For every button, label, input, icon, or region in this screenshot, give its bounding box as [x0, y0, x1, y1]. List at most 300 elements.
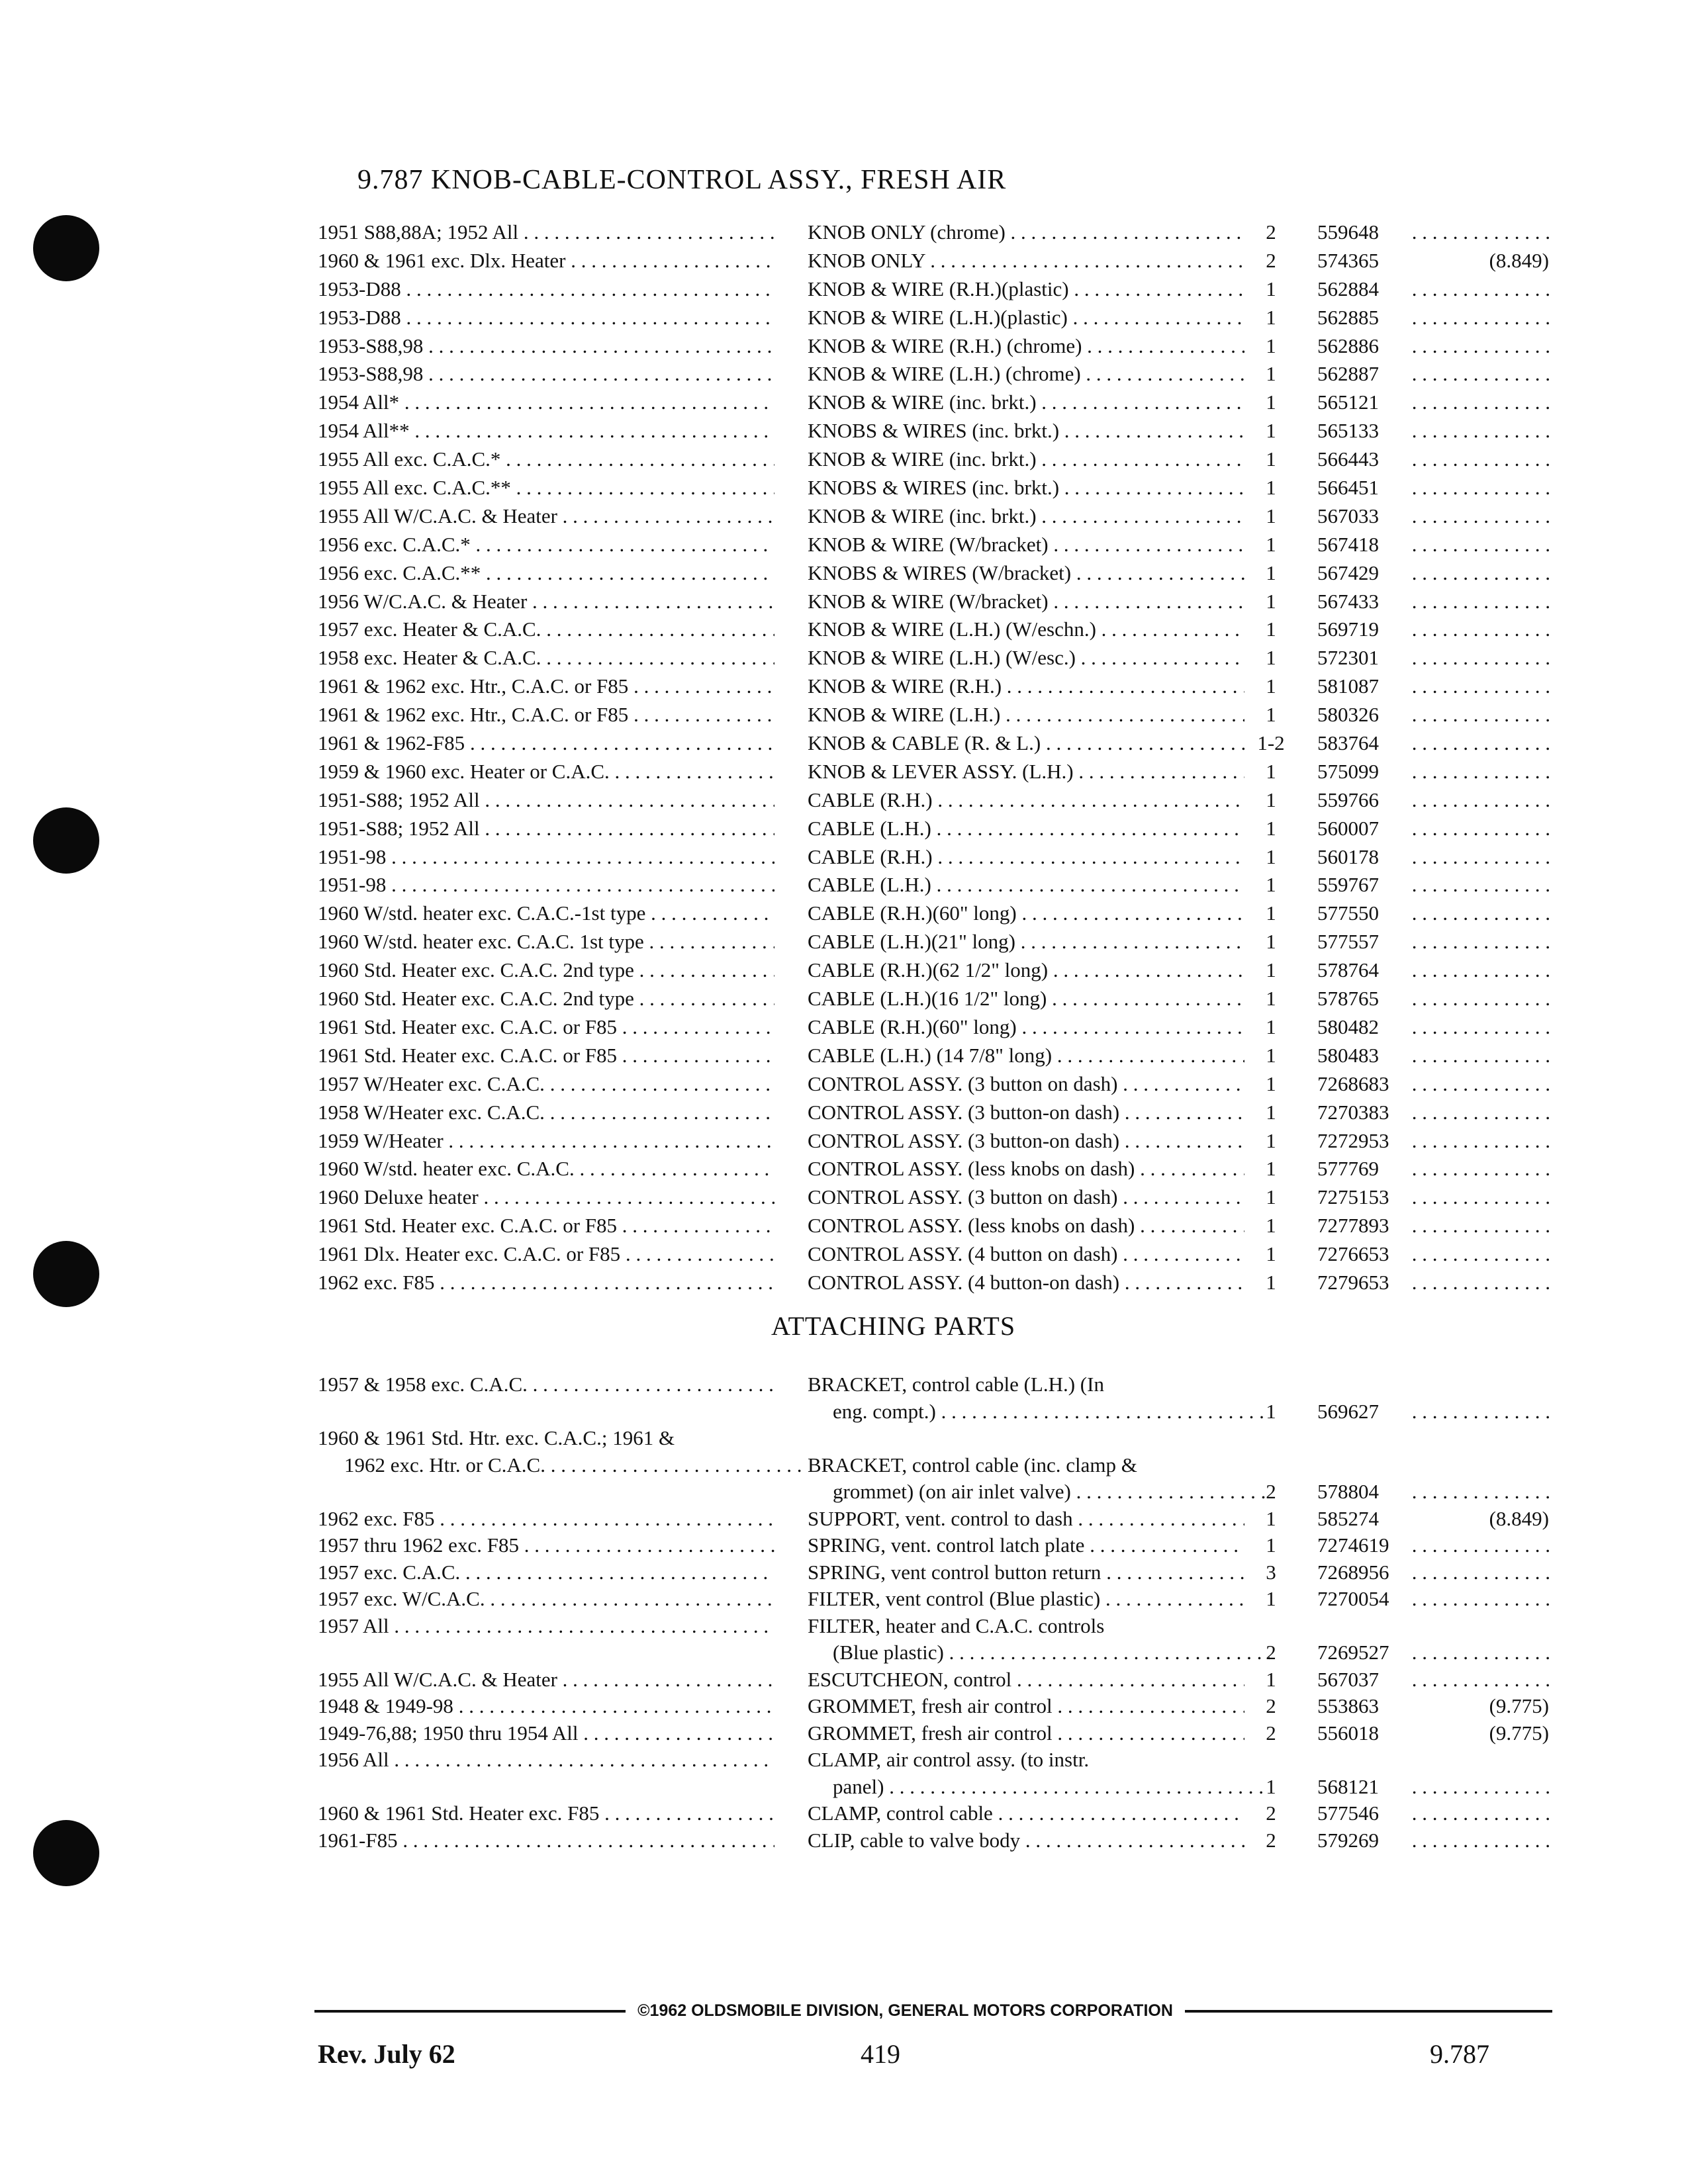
part-row: [318, 1613, 1549, 1640]
quantity-cell: 1: [1266, 873, 1276, 897]
part-number-cell: [1317, 871, 1549, 899]
part-number-cell: [1317, 304, 1549, 332]
part-number: 574365: [1317, 248, 1379, 272]
application-cell: 1957 exc. W/C.A.C. . . .: [318, 1586, 774, 1612]
description-cell: KNOB & WIRE (inc. brkt.) . . .: [808, 502, 1244, 530]
application-cell: 1957 & 1958 exc. C.A.C. . . .: [318, 1371, 774, 1398]
part-number-cell: [1317, 1155, 1549, 1183]
description-cell: KNOBS & WIRES (inc. brkt.) . . .: [808, 474, 1244, 502]
application-cell: 1957 All . . .: [318, 1613, 774, 1639]
description-cell: CONTROL ASSY. (3 button-on dash) . . .: [808, 1127, 1244, 1155]
part-number-cell: [1317, 701, 1549, 729]
description-cell: BRACKET, control cable (inc. clamp &: [808, 1453, 1137, 1477]
part-number-cell: [1317, 1452, 1549, 1479]
part-number-cell: [1317, 247, 1549, 275]
part-row: [318, 1827, 1549, 1854]
description-cell: KNOB & WIRE (R.H.)(plastic) . . .: [808, 275, 1244, 303]
part-number: 559766: [1317, 788, 1379, 811]
part-number-cell: [1317, 1212, 1549, 1240]
application-cell: 1951-S88; 1952 All . . .: [318, 786, 774, 814]
part-row: [318, 1240, 1549, 1269]
description-cell: KNOB & CABLE (R. & L.) . . .: [808, 729, 1244, 757]
application-cell: 1961 Dlx. Heater exc. C.A.C. or F85 . . .: [318, 1240, 774, 1268]
description-cell: KNOB & LEVER ASSY. (L.H.) . . .: [808, 758, 1244, 786]
quantity-cell: 1: [1266, 1533, 1276, 1557]
page-number: 419: [861, 2039, 900, 2069]
part-number-cell: [1317, 1720, 1549, 1747]
part-row: [318, 758, 1549, 786]
part-row: [318, 1099, 1549, 1127]
part-number-cell: [1317, 417, 1549, 445]
part-number-cell: [1317, 1666, 1549, 1693]
quantity-cell: 1: [1266, 1071, 1276, 1095]
quantity-cell: 3: [1266, 1560, 1276, 1584]
application-cell: 1960 W/std. heater exc. C.A.C. . . .: [318, 1155, 774, 1183]
quantity-cell: 1: [1266, 362, 1276, 386]
quantity-cell: 1: [1266, 1242, 1276, 1266]
part-row: [318, 899, 1549, 928]
part-number: 7268683: [1317, 1071, 1389, 1095]
part-number-cell: [1317, 445, 1549, 473]
application-cell: 1958 exc. Heater & C.A.C. . . .: [318, 644, 774, 672]
part-number: 565133: [1317, 419, 1379, 443]
part-number: 565121: [1317, 390, 1379, 414]
part-row: [318, 985, 1549, 1013]
part-number-cell: [1317, 1240, 1549, 1268]
part-number-cell: [1317, 1639, 1549, 1666]
application-cell: 1959 & 1960 exc. Heater or C.A.C. . . .: [318, 758, 774, 786]
part-number-cell: [1317, 1371, 1549, 1398]
quantity-cell: 1: [1266, 277, 1276, 300]
part-number: 7275153: [1317, 1185, 1389, 1209]
description-cell: CLIP, cable to valve body . . .: [808, 1827, 1244, 1854]
description-cell: panel) . . .: [808, 1774, 1270, 1800]
quantity-cell: 1: [1266, 1587, 1276, 1610]
part-number-cell: [1317, 275, 1549, 303]
quantity-cell: 2: [1266, 220, 1276, 244]
quantity-cell: 1: [1266, 901, 1276, 925]
application-cell: 1955 All exc. C.A.C.** . . .: [318, 474, 774, 502]
part-row: [318, 388, 1549, 417]
part-number-cell: [1317, 615, 1549, 643]
application-cell: 1961 & 1962-F85 . . .: [318, 729, 774, 757]
part-row: [318, 1070, 1549, 1099]
part-number: 562887: [1317, 362, 1379, 386]
part-number-cell: [1317, 1747, 1549, 1773]
part-row: [318, 1212, 1549, 1240]
part-row: [318, 1693, 1549, 1720]
part-row: [318, 304, 1549, 332]
part-row: [318, 502, 1549, 531]
part-row: [318, 417, 1549, 445]
description-cell: KNOB & WIRE (R.H.) (chrome) . . .: [808, 332, 1244, 360]
application-cell: 1957 thru 1962 exc. F85 . . .: [318, 1532, 774, 1559]
part-number-cell: [1317, 786, 1549, 814]
part-number-cell: [1317, 332, 1549, 360]
part-number-cell: [1317, 1559, 1549, 1586]
part-number-cell: [1317, 360, 1549, 388]
part-row: [318, 1559, 1549, 1586]
application-cell: 1960 Deluxe heater . . .: [318, 1183, 774, 1211]
quantity-cell: 2: [1266, 1694, 1276, 1717]
part-number: 577557: [1317, 930, 1379, 954]
part-number: 7268956: [1317, 1560, 1389, 1584]
part-number: 7272953: [1317, 1128, 1389, 1152]
footer-rule-left: [314, 2010, 626, 2013]
application-cell: 1957 W/Heater exc. C.A.C. . . .: [318, 1070, 774, 1098]
application-cell: 1962 exc. F85 . . .: [318, 1506, 774, 1532]
quantity-cell: 1: [1266, 816, 1276, 840]
quantity-cell: 1: [1266, 1015, 1276, 1038]
description-cell: CABLE (L.H.) . . .: [808, 871, 1244, 899]
quantity-cell: 2: [1266, 1828, 1276, 1852]
quantity-cell: 1: [1266, 1774, 1276, 1798]
description-cell: KNOB & WIRE (inc. brkt.) . . .: [808, 445, 1244, 473]
description-cell: KNOB ONLY . . .: [808, 247, 1244, 275]
part-row: [318, 588, 1549, 616]
part-number: 579269: [1317, 1828, 1379, 1852]
application-cell: 1956 W/C.A.C. & Heater . . .: [318, 588, 774, 615]
part-number-cell: [1317, 985, 1549, 1013]
part-row: [318, 786, 1549, 815]
quantity-cell: 1: [1266, 646, 1276, 670]
application-cell: 1955 All exc. C.A.C.* . . .: [318, 445, 774, 473]
part-number-cell: [1317, 588, 1549, 615]
part-row: [318, 815, 1549, 843]
part-number: 567037: [1317, 1667, 1379, 1691]
application-cell: 1962 exc. F85 . . .: [318, 1269, 774, 1297]
quantity-cell: 1: [1266, 1214, 1276, 1238]
part-number-cell: [1317, 1013, 1549, 1041]
application-cell: 1955 All W/C.A.C. & Heater . . .: [318, 502, 774, 530]
description-cell: CABLE (R.H.) . . .: [808, 843, 1244, 871]
part-number: 569719: [1317, 617, 1379, 641]
application-cell: 1960 & 1961 exc. Dlx. Heater . . .: [318, 247, 774, 275]
quantity-cell: 1: [1266, 1157, 1276, 1181]
description-cell: KNOB ONLY (chrome) . . .: [808, 218, 1244, 246]
description-cell: KNOB & WIRE (W/bracket) . . .: [808, 588, 1244, 615]
application-cell: 1954 All** . . .: [318, 417, 774, 445]
application-cell: 1962 exc. Htr. or C.A.C. . . .: [318, 1452, 801, 1479]
description-cell: KNOB & WIRE (L.H.) (W/eschn.) . . .: [808, 615, 1244, 643]
description-cell: CONTROL ASSY. (4 button on dash) . . .: [808, 1240, 1244, 1268]
part-row: [318, 843, 1549, 872]
part-number-cell: [1317, 644, 1549, 672]
part-number-cell: [1317, 1070, 1549, 1098]
part-number-cell: [1317, 1269, 1549, 1297]
quantity-cell: 2: [1266, 1721, 1276, 1745]
description-cell: CABLE (L.H.) (14 7/8" long) . . .: [808, 1042, 1244, 1069]
part-number: 553863: [1317, 1694, 1379, 1717]
part-row: [318, 218, 1549, 247]
part-number: 567033: [1317, 504, 1379, 527]
part-number-cell: [1317, 956, 1549, 984]
part-row: [318, 1155, 1549, 1183]
part-number-cell: [1317, 1127, 1549, 1155]
quantity-cell: 1: [1266, 589, 1276, 613]
part-number-cell: [1317, 928, 1549, 956]
part-number-cell: [1317, 1425, 1549, 1451]
description-cell: CABLE (L.H.)(21" long) . . .: [808, 928, 1244, 956]
part-number-cell: [1317, 1099, 1549, 1126]
part-row: [318, 672, 1549, 701]
quantity-cell: 1: [1266, 1506, 1276, 1530]
part-number-cell: [1317, 815, 1549, 842]
description-cell: CABLE (R.H.)(60" long) . . .: [808, 1013, 1244, 1041]
description-cell: KNOB & WIRE (L.H.)(plastic) . . .: [808, 304, 1244, 332]
part-number-cell: [1317, 1586, 1549, 1612]
quantity-cell: 1: [1266, 305, 1276, 329]
description-cell: CONTROL ASSY. (3 button on dash) . . .: [808, 1183, 1244, 1211]
description-cell: (Blue plastic) . . .: [808, 1639, 1270, 1666]
quantity-cell: 1: [1266, 447, 1276, 471]
part-row: [318, 1666, 1549, 1694]
part-number: 7274619: [1317, 1533, 1389, 1557]
part-number-cell: [1317, 502, 1549, 530]
quantity-cell: 1: [1266, 1128, 1276, 1152]
group-reference: (9.775): [1484, 1720, 1549, 1747]
application-cell: 1953-D88 . . .: [318, 275, 774, 303]
part-number: 568121: [1317, 1774, 1379, 1798]
quantity-cell: 1: [1266, 674, 1276, 698]
part-number: 562884: [1317, 277, 1379, 300]
application-cell: 1956 exc. C.A.C.* . . .: [318, 531, 774, 559]
part-number-cell: [1317, 843, 1549, 871]
part-number-cell: [1317, 672, 1549, 700]
application-cell: 1956 All . . .: [318, 1747, 774, 1773]
part-number: 7276653: [1317, 1242, 1389, 1266]
description-cell: BRACKET, control cable (L.H.) (In: [808, 1373, 1104, 1396]
description-cell: CABLE (R.H.)(60" long) . . .: [808, 899, 1244, 927]
quantity-cell: 1: [1266, 1399, 1276, 1423]
part-number: 578764: [1317, 958, 1379, 982]
part-row: [318, 1452, 1549, 1479]
part-row: [318, 1800, 1549, 1827]
part-number-cell: [1317, 1398, 1549, 1425]
part-number: 572301: [1317, 646, 1379, 670]
part-row: [318, 1425, 1549, 1452]
part-number-cell: [1317, 474, 1549, 502]
part-row: [318, 474, 1549, 502]
part-number-cell: [1317, 899, 1549, 927]
footer-rule-right: [1185, 2010, 1552, 2013]
part-number: 7270383: [1317, 1100, 1389, 1124]
part-number: 566451: [1317, 476, 1379, 500]
quantity-cell: 1: [1266, 476, 1276, 500]
application-cell: 1954 All* . . .: [318, 388, 774, 416]
part-row: [318, 360, 1549, 388]
application-cell: 1960 W/std. heater exc. C.A.C. 1st type . . .: [318, 928, 774, 956]
application-cell: 1951 S88,88A; 1952 All . . .: [318, 218, 774, 246]
part-number: 580482: [1317, 1015, 1379, 1038]
description-cell: CLAMP, air control assy. (to instr.: [808, 1748, 1090, 1771]
part-row: [318, 445, 1549, 474]
part-number: 566443: [1317, 447, 1379, 471]
description-cell: KNOBS & WIRES (inc. brkt.) . . .: [808, 417, 1244, 445]
part-row: [318, 615, 1549, 644]
part-row: [318, 928, 1549, 956]
part-row: [318, 1127, 1549, 1156]
quantity-cell: 1: [1266, 504, 1276, 527]
quantity-cell: 1: [1266, 390, 1276, 414]
part-number: 559648: [1317, 220, 1379, 244]
description-cell: SPRING, vent control button return . . .: [808, 1559, 1244, 1586]
part-number: 7279653: [1317, 1270, 1389, 1294]
part-number-cell: [1317, 531, 1549, 559]
part-number: 569627: [1317, 1399, 1379, 1423]
quantity-cell: 1: [1266, 987, 1276, 1011]
quantity-cell: 1: [1266, 844, 1276, 868]
part-number-cell: [1317, 1613, 1549, 1639]
copyright-notice: ©1962 OLDSMOBILE DIVISION, GENERAL MOTORS CORPORATION: [637, 2001, 1173, 2020]
application-cell: 1949-76,88; 1950 thru 1954 All . . .: [318, 1720, 774, 1747]
application-cell: 1960 W/std. heater exc. C.A.C.-1st type . . .: [318, 899, 774, 927]
part-number-cell: [1317, 1800, 1549, 1827]
part-number: 581087: [1317, 674, 1379, 698]
attaching-parts-heading: ATTACHING PARTS: [771, 1311, 1016, 1341]
application-cell: 1960 & 1961 Std. Heater exc. F85 . . .: [318, 1800, 774, 1827]
description-cell: CONTROL ASSY. (less knobs on dash) . . .: [808, 1155, 1244, 1183]
application-cell: 1961 Std. Heater exc. C.A.C. or F85 . . .: [318, 1013, 774, 1041]
description-cell: KNOB & WIRE (W/bracket) . . .: [808, 531, 1244, 559]
description-cell: CLAMP, control cable . . .: [808, 1800, 1244, 1827]
quantity-cell: 2: [1266, 1801, 1276, 1825]
description-cell: KNOB & WIRE (inc. brkt.) . . .: [808, 388, 1244, 416]
part-number-cell: [1317, 218, 1549, 246]
part-row: [318, 1639, 1549, 1666]
part-row: [318, 559, 1549, 588]
part-number-cell: [1317, 388, 1549, 416]
part-row: [318, 275, 1549, 304]
quantity-cell: 1: [1266, 759, 1276, 783]
part-number: 562886: [1317, 334, 1379, 357]
part-row: [318, 332, 1549, 361]
part-row: [318, 1371, 1549, 1398]
description-cell: CABLE (R.H.) . . .: [808, 786, 1244, 814]
part-number: 578765: [1317, 987, 1379, 1011]
application-cell: 1957 exc. C.A.C. . . .: [318, 1559, 774, 1586]
application-cell: 1951-98 . . .: [318, 843, 774, 871]
part-row: [318, 1269, 1549, 1297]
description-cell: FILTER, heater and C.A.C. controls: [808, 1614, 1105, 1637]
application-cell: 1951-S88; 1952 All . . .: [318, 815, 774, 842]
application-cell: 1961-F85 . . .: [318, 1827, 774, 1854]
description-cell: CONTROL ASSY. (4 button-on dash) . . .: [808, 1269, 1244, 1297]
quantity-cell: 1: [1266, 532, 1276, 556]
quantity-cell: 1: [1266, 788, 1276, 811]
quantity-cell: 1: [1266, 1270, 1276, 1294]
description-cell: CONTROL ASSY. (less knobs on dash) . . .: [808, 1212, 1244, 1240]
part-number: 577546: [1317, 1801, 1379, 1825]
part-number: 580326: [1317, 703, 1379, 727]
part-row: [318, 871, 1549, 899]
part-row: [318, 644, 1549, 672]
part-number: 562885: [1317, 305, 1379, 329]
quantity-cell: 1: [1266, 958, 1276, 982]
description-cell: FILTER, vent control (Blue plastic) . . .: [808, 1586, 1244, 1612]
quantity-cell: 1-2: [1257, 731, 1285, 755]
description-cell: KNOB & WIRE (L.H.) (W/esc.) . . .: [808, 644, 1244, 672]
parts-list: [318, 218, 1549, 1297]
application-cell: 1960 & 1961 Std. Htr. exc. C.A.C.; 1961 &: [318, 1426, 675, 1449]
application-cell: 1958 W/Heater exc. C.A.C. . . .: [318, 1099, 774, 1126]
description-cell: GROMMET, fresh air control . . .: [808, 1693, 1244, 1719]
quantity-cell: 1: [1266, 334, 1276, 357]
part-number-cell: [1317, 1827, 1549, 1854]
quantity-cell: 1: [1266, 1667, 1276, 1691]
part-row: [318, 701, 1549, 729]
part-row: [318, 1586, 1549, 1613]
group-reference: (9.775): [1484, 1693, 1549, 1719]
application-cell: 1951-98 . . .: [318, 871, 774, 899]
application-cell: 1953-S88,98 . . .: [318, 332, 774, 360]
part-number: 560007: [1317, 816, 1379, 840]
revision-date: Rev. July 62: [318, 2039, 455, 2069]
part-number-cell: [1317, 1693, 1549, 1719]
quantity-cell: 2: [1266, 1641, 1276, 1664]
binder-hole: [33, 215, 99, 281]
quantity-cell: 1: [1266, 419, 1276, 443]
group-reference: (8.849): [1484, 247, 1549, 275]
application-cell: 1961 Std. Heater exc. C.A.C. or F85 . . .: [318, 1212, 774, 1240]
application-cell: 1953-S88,98 . . .: [318, 360, 774, 388]
part-number: 7269527: [1317, 1641, 1389, 1664]
quantity-cell: 1: [1266, 1100, 1276, 1124]
application-cell: 1957 exc. Heater & C.A.C. . . .: [318, 615, 774, 643]
part-number-cell: [1317, 758, 1549, 786]
part-number: 567433: [1317, 589, 1379, 613]
part-row: [318, 247, 1549, 275]
binder-hole: [33, 807, 99, 874]
attaching-parts-list: [318, 1371, 1549, 1854]
part-number-cell: [1317, 1532, 1549, 1559]
part-row: [318, 1747, 1549, 1774]
part-row: [318, 1506, 1549, 1533]
part-row: [318, 1720, 1549, 1747]
part-row: [318, 729, 1549, 758]
part-number: 577769: [1317, 1157, 1379, 1181]
part-row: [318, 1398, 1549, 1426]
part-number: 559767: [1317, 873, 1379, 897]
description-cell: KNOBS & WIRES (W/bracket) . . .: [808, 559, 1244, 587]
part-number: 567429: [1317, 561, 1379, 584]
part-number: 7277893: [1317, 1214, 1389, 1238]
part-number-cell: [1317, 1042, 1549, 1069]
quantity-cell: 1: [1266, 930, 1276, 954]
description-cell: SPRING, vent. control latch plate . . .: [808, 1532, 1244, 1559]
description-cell: CONTROL ASSY. (3 button on dash) . . .: [808, 1070, 1244, 1098]
description-cell: grommet) (on air inlet valve) . . .: [808, 1479, 1270, 1505]
part-row: [318, 956, 1549, 985]
part-number: 556018: [1317, 1721, 1379, 1745]
quantity-cell: 2: [1266, 248, 1276, 272]
part-row: [318, 1042, 1549, 1070]
part-number: 583764: [1317, 731, 1379, 755]
part-number-cell: [1317, 1183, 1549, 1211]
part-row: [318, 1013, 1549, 1042]
quantity-cell: 1: [1266, 561, 1276, 584]
description-cell: CABLE (R.H.)(62 1/2" long) . . .: [808, 956, 1244, 984]
page-title: 9.787 KNOB-CABLE-CONTROL ASSY., FRESH AIR: [357, 165, 1007, 195]
application-cell: 1961 & 1962 exc. Htr., C.A.C. or F85 . . .: [318, 672, 774, 700]
application-cell: 1960 Std. Heater exc. C.A.C. 2nd type . . .: [318, 956, 774, 984]
description-cell: KNOB & WIRE (L.H.) (chrome) . . .: [808, 360, 1244, 388]
application-cell: 1956 exc. C.A.C.** . . .: [318, 559, 774, 587]
description-cell: KNOB & WIRE (L.H.) . . .: [808, 701, 1244, 729]
part-number-cell: [1317, 1774, 1549, 1800]
quantity-cell: 1: [1266, 703, 1276, 727]
quantity-cell: 1: [1266, 1043, 1276, 1067]
